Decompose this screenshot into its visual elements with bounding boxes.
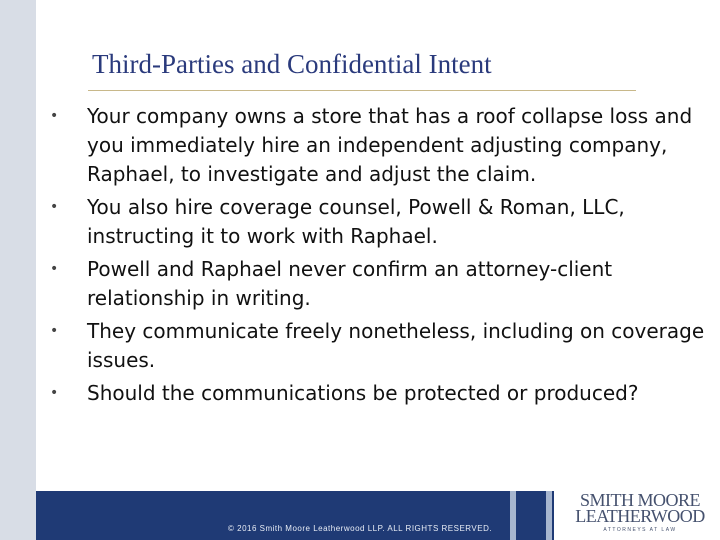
bullet-text: Your company owns a store that has a roof collapse loss and you immediately hire an independent adjusting company, Raphael, to investigate and adjust the claim. (87, 104, 693, 186)
bullet-item (50, 317, 710, 375)
bullet-marker: • (50, 385, 59, 401)
bullet-text: Powell and Raphael never confirm an attorney-client relationship in writing. (87, 257, 613, 310)
bullet-item (50, 379, 710, 408)
footer-accent-stripe (546, 491, 552, 540)
bullet-text: You also hire coverage counsel, Powell & Roman, LLC, instructing it to work with Raphael. (87, 195, 625, 248)
bullet-item (50, 255, 710, 313)
footer-accent-stripe (510, 491, 516, 540)
left-side-band (0, 0, 36, 540)
slide-title: Third-Parties and Confidential Intent (92, 49, 492, 79)
title-divider (88, 90, 636, 91)
bullet-list (50, 102, 710, 412)
bullet-marker: • (50, 199, 59, 215)
logo-line-2: LEATHERWOOD (575, 506, 705, 526)
copyright-notice: © 2016 Smith Moore Leatherwood LLP. ALL RIGHTS RESERVED. (228, 524, 493, 533)
logo-line-1: SMITH MOORE (579, 490, 700, 510)
bullet-text: Should the communications be protected or produced? (87, 381, 639, 405)
logo-tagline: ATTORNEYS AT LAW (603, 527, 677, 533)
bullet-item (50, 193, 710, 251)
bullet-marker: • (50, 261, 59, 277)
bullet-text: They communicate freely nonetheless, including on coverage issues. (87, 319, 705, 372)
bullet-marker: • (50, 108, 59, 124)
bullet-item (50, 102, 710, 189)
bullet-marker: • (50, 323, 59, 339)
firm-logo (570, 492, 710, 533)
